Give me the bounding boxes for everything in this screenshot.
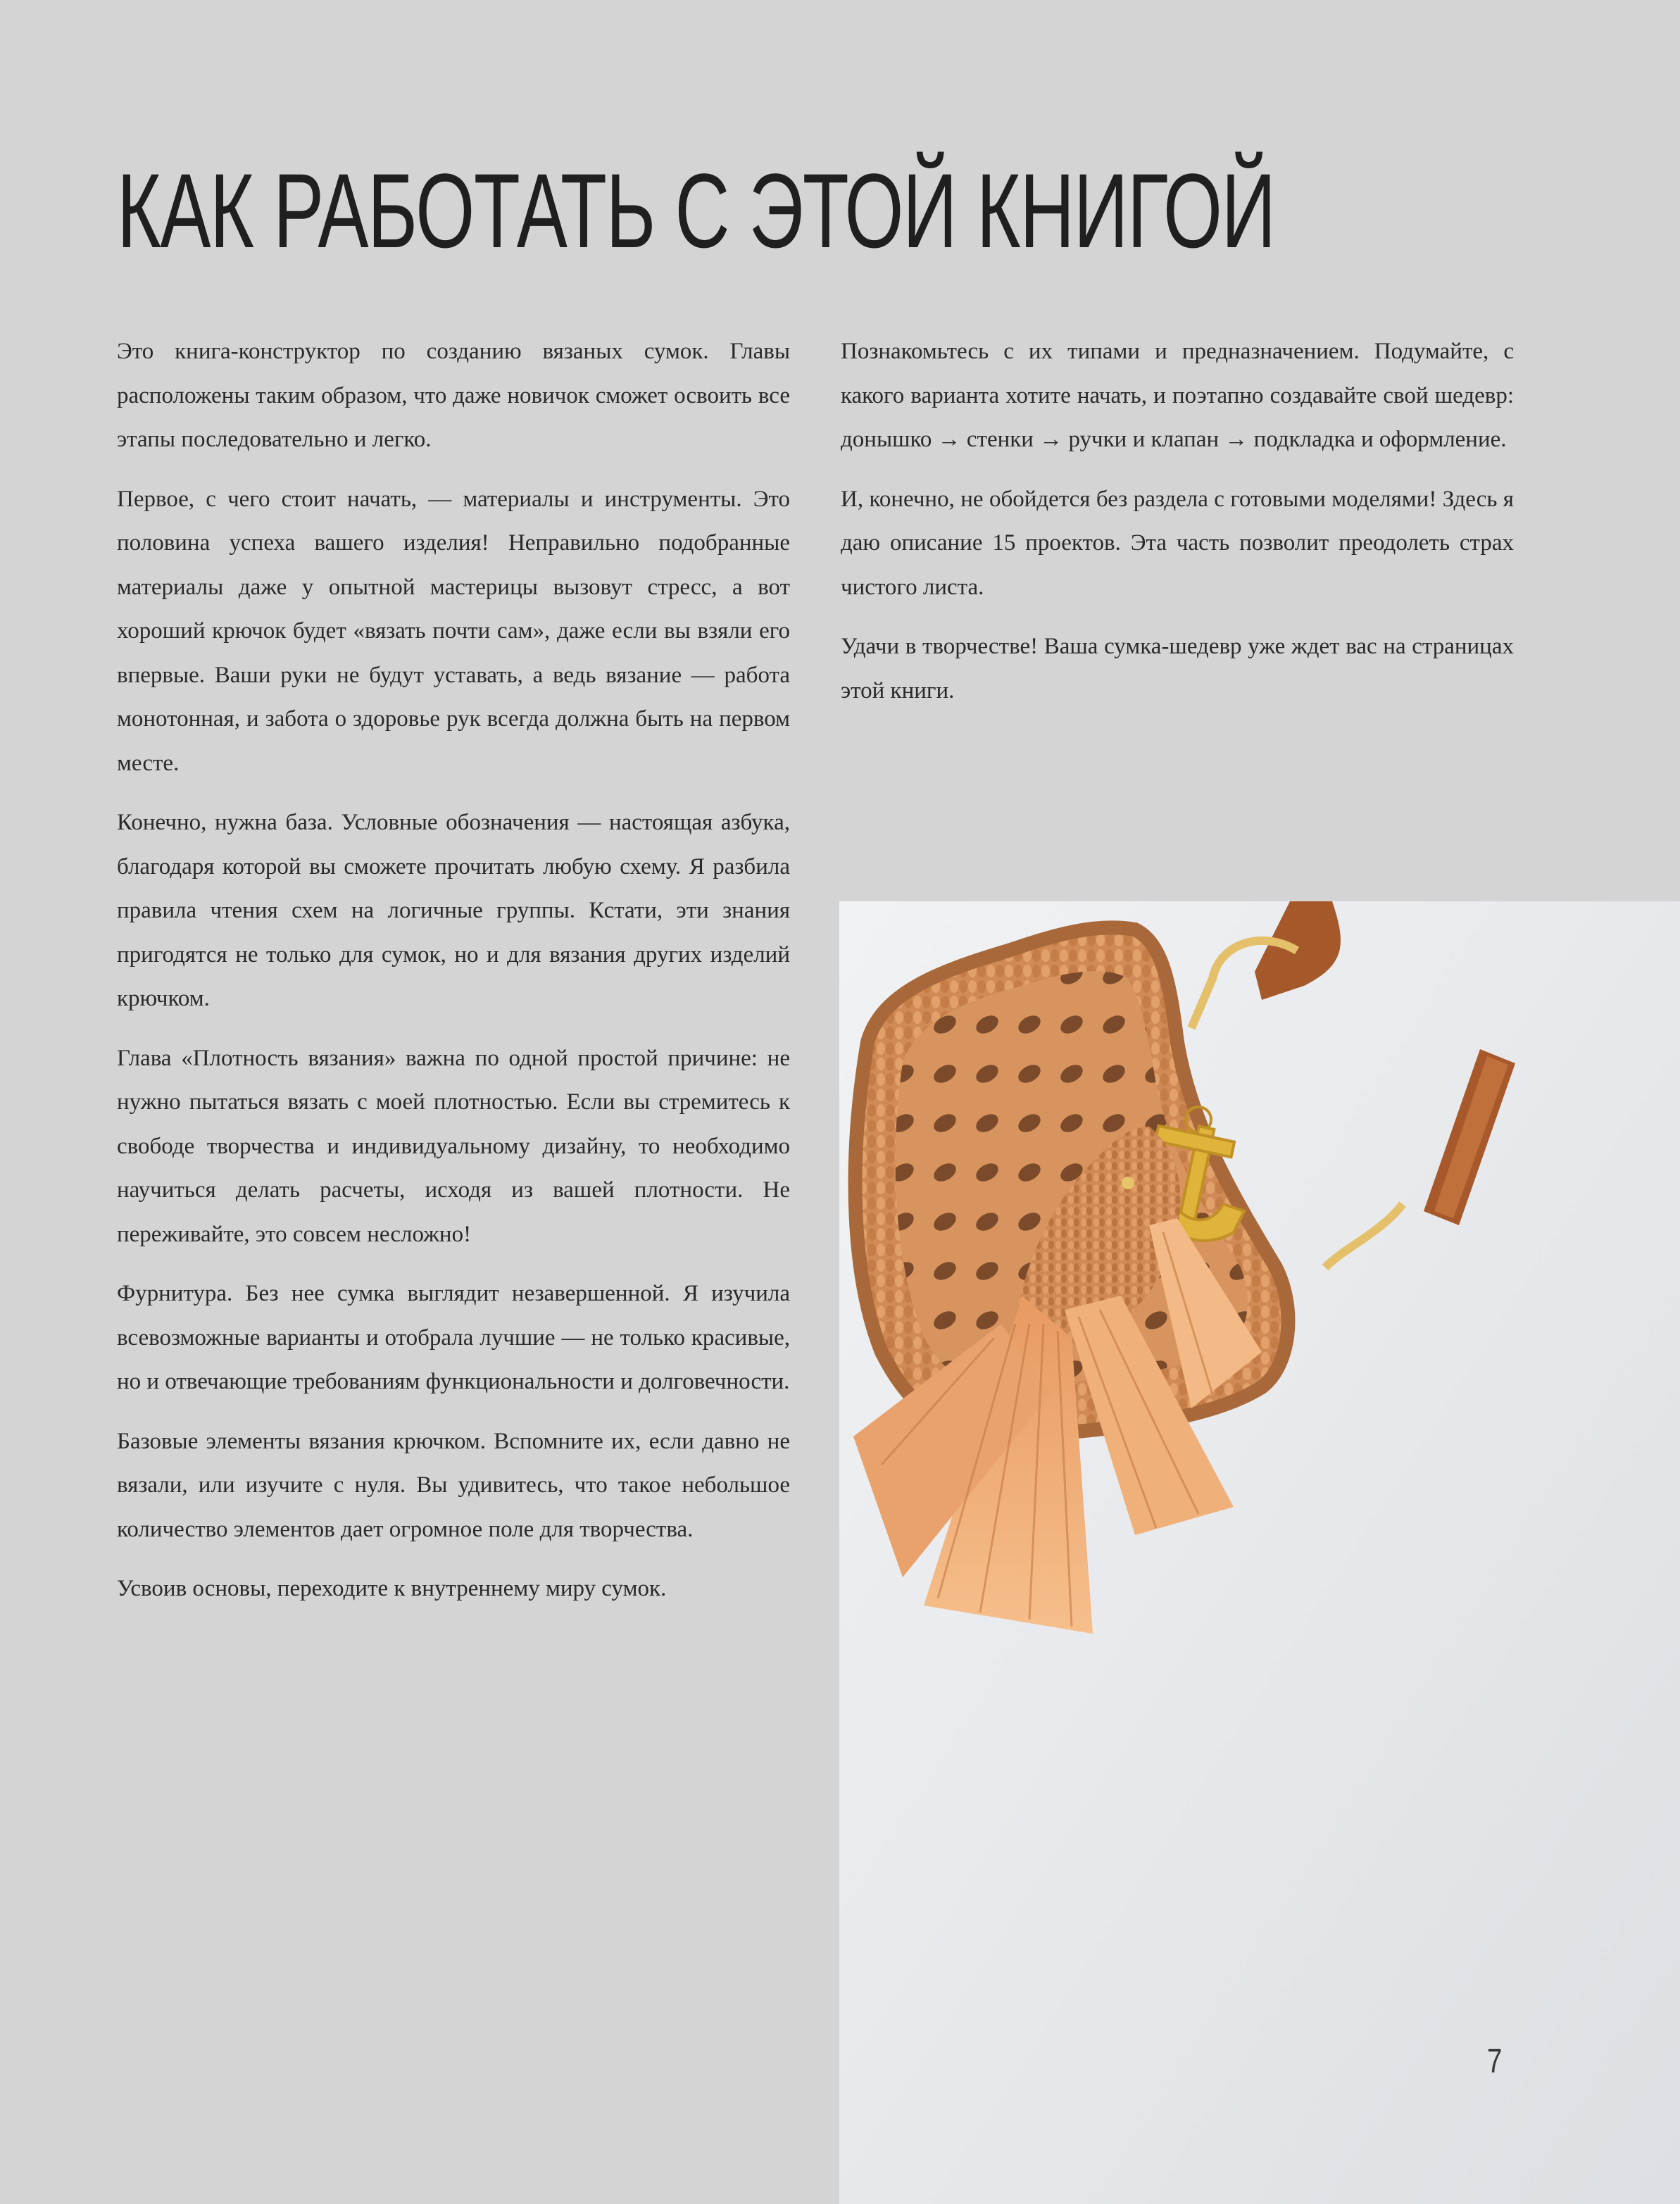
paragraph: Это книга-конструктор по созданию вязаных сумок. Главы расположены таким образом, что даже новичок сможет освоить все этапы последовательно и легко. [117, 339, 790, 452]
paragraph: Удачи в творчестве! Ваша сумка-шедевр уже ждет вас на страницах этой книги. [841, 634, 1514, 703]
paragraph: Конечно, нужна база. Условные обозначения — настоящая азбука, благодаря которой вы сможете прочитать любую схему. Я разбила правила чтения схем на логичные группы. Кстати, эти знания пригодятся не только для сумок, но и для вязания других изделий крючком. [117, 810, 790, 1011]
page-number: 7 [1487, 2043, 1503, 2080]
paragraph: Базовые элементы вязания крючком. Вспомните их, если давно не вязали, или изучите с нуля. Вы удивитесь, что такое небольшое количество элементов дает огромное поле для творчества. [117, 1428, 790, 1542]
paragraph: Глава «Плотность вязания» важна по одной простой причине: не нужно пытаться вязать с моей плотностью. Если вы стремитесь к свободе творчества и индивидуальному дизайну, то необходимо научиться делать расчеты, исходя из вашей плотности. Не переживайте, это совсем несложно! [117, 1045, 790, 1247]
text-column-left [117, 330, 790, 1627]
paragraph: Фурнитура. Без нее сумка выглядит незавершенной. Я изучила всевозможные варианты и отобрала лучшие — не только красивые, но и отвечающие требованиям функциональности и долговечности. [117, 1281, 790, 1394]
paragraph: Познакомьтесь с их типами и предназначением. Подумайте, с какого варианта хотите начать, и поэтапно создавайте свой шедевр: донышко → стенки → ручки и клапан → подкладка и оформление. [841, 339, 1514, 452]
page-title: КАК РАБОТАТЬ С ЭТОЙ КНИГОЙ [117, 151, 1275, 270]
paragraph: Первое, с чего стоит начать, — материалы и инструменты. Это половина успеха вашего изделия! Неправильно подобранные материалы даже у опытной мастерицы вызовут стресс, а вот хороший крючок будет «вязать почти сам», даже если вы взяли его впервые. Ваши руки не будут уставать, а ведь вязание — работа монотонная, и забота о здоровье рук всегда должна быть на первом месте. [117, 486, 790, 776]
text-column-right [841, 330, 1514, 728]
paragraph: И, конечно, не обойдется без раздела с готовыми моделями! Здесь я даю описание 15 проектов. Эта часть позволит преодолеть страх чистого листа. [841, 486, 1514, 600]
paragraph: Усвоив основы, переходите к внутреннему миру сумок. [117, 1576, 667, 1601]
crochet-bag-photo [839, 901, 1680, 2204]
